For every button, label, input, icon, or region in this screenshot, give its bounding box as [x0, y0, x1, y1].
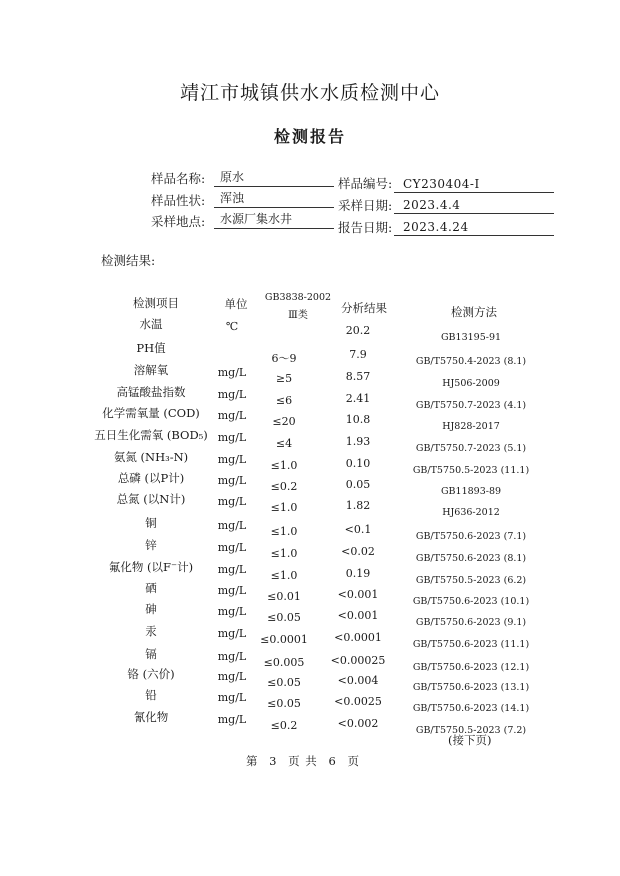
- cell-limit: ≤1.0: [270, 547, 298, 560]
- cell-result: <0.00025: [330, 654, 386, 667]
- cell-result: 0.10: [345, 457, 371, 470]
- cell-unit: mg/L: [217, 541, 247, 554]
- cell-unit: mg/L: [217, 563, 247, 576]
- cell-method: GB/T5750.6-2023 (8.1): [415, 553, 527, 564]
- cell-result: 1.82: [345, 499, 371, 512]
- cell-item: 五日生化需氧 (BOD₅): [94, 428, 208, 442]
- cell-result: 0.05: [345, 478, 371, 491]
- cell-item: 氰化物: [133, 710, 169, 724]
- cell-unit: mg/L: [217, 453, 247, 466]
- cell-unit: mg/L: [217, 650, 247, 663]
- sampling-date-value: 2023.4.4: [403, 198, 461, 212]
- cell-result: 8.57: [345, 370, 371, 383]
- page-title: 靖江市城镇供水水质检测中心: [179, 82, 440, 104]
- header-method: 检测方法: [451, 305, 497, 319]
- cell-result: 7.9: [349, 348, 367, 361]
- cell-unit: mg/L: [217, 584, 247, 597]
- cell-unit: mg/L: [217, 495, 247, 508]
- cell-item: 砷: [145, 602, 157, 616]
- cell-unit: mg/L: [217, 627, 247, 640]
- cell-limit: ≤0.01: [267, 590, 301, 603]
- page-current: 3: [269, 754, 278, 768]
- cell-result: <0.0025: [334, 695, 382, 708]
- cell-item: 水温: [139, 317, 163, 331]
- report-subtitle: 检测报告: [273, 127, 346, 146]
- cell-limit: ≤1.0: [270, 501, 298, 514]
- cell-limit: ≤20: [272, 415, 296, 428]
- cell-unit: mg/L: [217, 605, 247, 618]
- page-label-prefix: 第: [246, 754, 259, 768]
- cell-unit: mg/L: [217, 691, 247, 704]
- cell-unit: mg/L: [217, 409, 247, 422]
- cell-item: 铬 (六价): [127, 667, 175, 681]
- cell-method: GB/T5750.6-2023 (10.1): [412, 596, 530, 607]
- cell-item: 高锰酸盐指数: [116, 385, 186, 399]
- cell-item: 总氮 (以N计): [116, 492, 186, 506]
- continued-note: (接下页): [448, 733, 492, 747]
- sampling-site-value: 水源厂集水井: [220, 212, 293, 226]
- cell-result: <0.1: [344, 523, 372, 536]
- cell-item: 汞: [145, 624, 157, 638]
- cell-method: GB/T5750.5-2023 (6.2): [415, 575, 527, 586]
- cell-method: GB/T5750.6-2023 (11.1): [412, 639, 530, 650]
- page-label-mid: 页 共: [288, 754, 318, 768]
- cell-method: GB/T5750.5-2023 (7.2): [415, 725, 527, 736]
- cell-result: 10.8: [345, 413, 371, 426]
- cell-method: GB/T5750.6-2023 (7.1): [415, 531, 527, 542]
- cell-item: 氟化物 (以F⁻计): [108, 560, 194, 574]
- underline: [394, 213, 554, 214]
- page-total: 6: [328, 754, 337, 768]
- sampling-site-label: 采样地点:: [151, 214, 206, 229]
- cell-unit: mg/L: [217, 366, 247, 379]
- cell-unit: mg/L: [217, 713, 247, 726]
- report-date-label: 报告日期:: [338, 220, 393, 235]
- underline: [214, 186, 334, 187]
- cell-result: 0.19: [345, 567, 371, 580]
- cell-unit: ℃: [225, 320, 239, 333]
- sample-name-value: 原水: [220, 170, 245, 184]
- cell-method: GB/T5750.6-2023 (14.1): [412, 703, 530, 714]
- cell-limit: ≤1.0: [270, 525, 298, 538]
- cell-item: 化学需氧量 (COD): [102, 406, 200, 420]
- cell-limit: 6～9: [271, 352, 297, 365]
- cell-result: 1.93: [345, 435, 371, 448]
- sample-nature-value: 浑浊: [220, 191, 245, 205]
- cell-method: GB/T5750.6-2023 (12.1): [412, 662, 530, 673]
- underline: [394, 235, 554, 236]
- cell-method: HJ828-2017: [442, 421, 500, 432]
- sample-nature-label: 样品性状:: [151, 193, 206, 208]
- cell-method: GB/T5750.7-2023 (5.1): [415, 443, 527, 454]
- cell-method: GB/T5750.6-2023 (9.1): [415, 617, 527, 628]
- cell-item: 溶解氧: [133, 363, 169, 377]
- cell-item: 锌: [145, 538, 157, 552]
- cell-limit: ≤0.2: [270, 719, 298, 732]
- underline: [214, 228, 334, 229]
- cell-result: <0.0001: [334, 631, 382, 644]
- results-heading: 检测结果:: [101, 253, 156, 268]
- cell-method: GB/T5750.4-2023 (8.1): [415, 356, 527, 367]
- cell-limit: ≤0.0001: [260, 633, 308, 646]
- cell-result: 2.41: [345, 392, 371, 405]
- cell-unit: mg/L: [217, 474, 247, 487]
- report-date-value: 2023.4.24: [403, 220, 469, 234]
- header-standard-class: Ⅲ类: [288, 310, 308, 321]
- cell-unit: mg/L: [217, 431, 247, 444]
- cell-limit: ≤0.2: [270, 480, 298, 493]
- page-label-suffix: 页: [347, 754, 360, 768]
- sample-no-label: 样品编号:: [338, 176, 393, 191]
- sample-name-label: 样品名称:: [151, 171, 206, 186]
- cell-limit: ≤1.0: [270, 569, 298, 582]
- cell-limit: ≤0.05: [267, 611, 301, 624]
- cell-result: <0.004: [337, 674, 379, 687]
- cell-limit: ≥5: [275, 372, 293, 385]
- cell-result: 20.2: [345, 324, 371, 337]
- cell-result: <0.002: [337, 717, 379, 730]
- cell-method: GB13195-91: [440, 332, 502, 343]
- cell-unit: mg/L: [217, 519, 247, 532]
- cell-limit: ≤0.05: [267, 697, 301, 710]
- cell-method: GB/T5750.7-2023 (4.1): [415, 400, 527, 411]
- cell-limit: ≤0.005: [263, 656, 305, 669]
- cell-method: HJ506-2009: [442, 378, 500, 389]
- cell-limit: ≤1.0: [270, 459, 298, 472]
- underline: [394, 192, 554, 193]
- header-result: 分析结果: [341, 301, 387, 315]
- header-standard: GB3838-2002: [264, 292, 332, 303]
- cell-item: 硒: [145, 581, 157, 595]
- header-unit: 单位: [224, 297, 248, 311]
- cell-limit: ≤4: [275, 437, 293, 450]
- cell-method: HJ636-2012: [442, 507, 500, 518]
- page-number: [246, 753, 360, 769]
- cell-limit: ≤6: [275, 394, 293, 407]
- cell-item: 镉: [145, 647, 157, 661]
- cell-item: PH值: [136, 341, 166, 355]
- header-item: 检测项目: [133, 296, 179, 310]
- cell-result: <0.001: [337, 588, 379, 601]
- cell-method: GB/T5750.6-2023 (13.1): [412, 682, 530, 693]
- cell-item: 铅: [145, 688, 157, 702]
- cell-result: <0.001: [337, 609, 379, 622]
- cell-limit: ≤0.05: [267, 676, 301, 689]
- cell-method: GB11893-89: [440, 486, 502, 497]
- sample-no-value: CY230404-I: [403, 177, 480, 191]
- underline: [214, 207, 334, 208]
- cell-result: <0.02: [341, 545, 375, 558]
- cell-item: 总磷 (以P计): [117, 471, 185, 485]
- sampling-date-label: 采样日期:: [338, 198, 393, 213]
- cell-item: 氨氮 (NH₃-N): [113, 450, 189, 464]
- cell-item: 铜: [145, 516, 157, 530]
- cell-method: GB/T5750.5-2023 (11.1): [412, 465, 530, 476]
- cell-unit: mg/L: [217, 388, 247, 401]
- cell-unit: mg/L: [217, 670, 247, 683]
